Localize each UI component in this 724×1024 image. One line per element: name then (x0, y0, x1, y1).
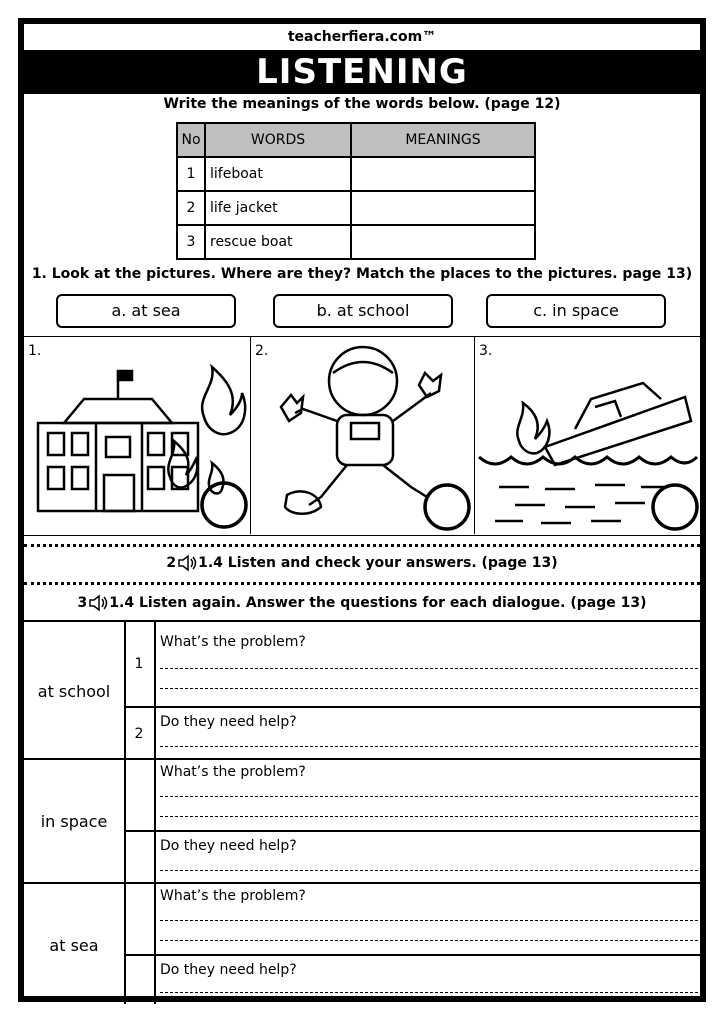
table-header-row (177, 123, 535, 157)
worksheet (18, 18, 706, 1002)
row-number: 3 (177, 225, 205, 259)
table-row (177, 191, 535, 225)
question-help: Do they need help? (160, 838, 297, 854)
row-number: 1 (177, 157, 205, 191)
picture-number: 2. (255, 343, 269, 359)
answer-line[interactable] (160, 688, 698, 689)
vocab-word: life jacket (205, 191, 351, 225)
column-header-meanings: MEANINGS (351, 123, 535, 157)
answer-line[interactable] (160, 940, 698, 941)
grid-line (124, 954, 700, 956)
exercise-number: 3 (77, 595, 88, 611)
burning-boat-image (475, 337, 701, 534)
table-row (177, 157, 535, 191)
answer-line[interactable] (160, 746, 698, 747)
listen-again-instruction (24, 594, 700, 612)
vocab-word: lifeboat (205, 157, 351, 191)
vocab-word: rescue boat (205, 225, 351, 259)
instruction-text: Listen again. Answer the questions for each dialogue. (page 13) (138, 595, 647, 611)
grid-line (24, 758, 700, 760)
place-label-at-school: at school (37, 682, 111, 701)
question-problem: What’s the problem? (160, 634, 306, 650)
table-row (177, 225, 535, 259)
site-name: teacherfiera.com™ (287, 29, 437, 45)
row-number: 2 (177, 191, 205, 225)
instruction-text: Listen and check your answers. (page 13) (227, 555, 558, 571)
answer-line[interactable] (160, 816, 698, 817)
meaning-answer-cell[interactable] (351, 225, 535, 259)
meaning-answer-cell[interactable] (351, 191, 535, 225)
picture-number: 3. (479, 343, 493, 359)
column-header-words: WORDS (205, 123, 351, 157)
answer-line[interactable] (160, 796, 698, 797)
dotted-divider (24, 544, 700, 547)
question-problem: What’s the problem? (160, 764, 306, 780)
exercise-number: 2 (166, 555, 177, 571)
speaker-icon (177, 554, 197, 572)
picture-number: 1. (28, 343, 42, 359)
dialogue-number: 1 (134, 656, 144, 672)
vocabulary-instruction: Write the meanings of the words below. (page 12) (163, 96, 561, 112)
place-option-in-space[interactable]: c. in space (486, 294, 666, 328)
meaning-answer-cell[interactable] (351, 157, 535, 191)
matching-instruction: 1. Look at the pictures. Where are they? Match the places to the pictures. page 13) (31, 266, 693, 282)
grid-line (124, 622, 126, 1004)
place-option-at-sea[interactable]: a. at sea (56, 294, 236, 328)
question-help: Do they need help? (160, 714, 297, 730)
grid-line (124, 830, 700, 832)
page-title: LISTENING (24, 50, 700, 94)
grid-line (124, 706, 700, 708)
picture-3 (474, 337, 700, 534)
answer-line[interactable] (160, 992, 698, 993)
answer-line[interactable] (160, 920, 698, 921)
question-grid (24, 620, 700, 1002)
column-header-no: No (177, 123, 205, 157)
picture-2 (250, 337, 474, 534)
listen-check-instruction (24, 554, 700, 572)
astronaut-image (251, 337, 475, 534)
answer-line[interactable] (160, 668, 698, 669)
grid-line (24, 882, 700, 884)
place-label-in-space: in space (40, 812, 108, 831)
picture-panel (24, 336, 700, 536)
place-label-at-sea: at sea (49, 936, 99, 955)
dotted-divider (24, 582, 700, 585)
question-problem: What’s the problem? (160, 888, 306, 904)
dialogue-number: 2 (134, 726, 144, 742)
burning-school-image (24, 337, 250, 534)
speaker-icon (88, 594, 108, 612)
audio-track: 1.4 (198, 555, 223, 571)
picture-1 (24, 337, 250, 534)
grid-line (154, 622, 156, 1004)
audio-track: 1.4 (109, 595, 135, 611)
answer-line[interactable] (160, 870, 698, 871)
question-help: Do they need help? (160, 962, 297, 978)
place-option-at-school[interactable]: b. at school (273, 294, 453, 328)
vocabulary-table (176, 122, 536, 260)
